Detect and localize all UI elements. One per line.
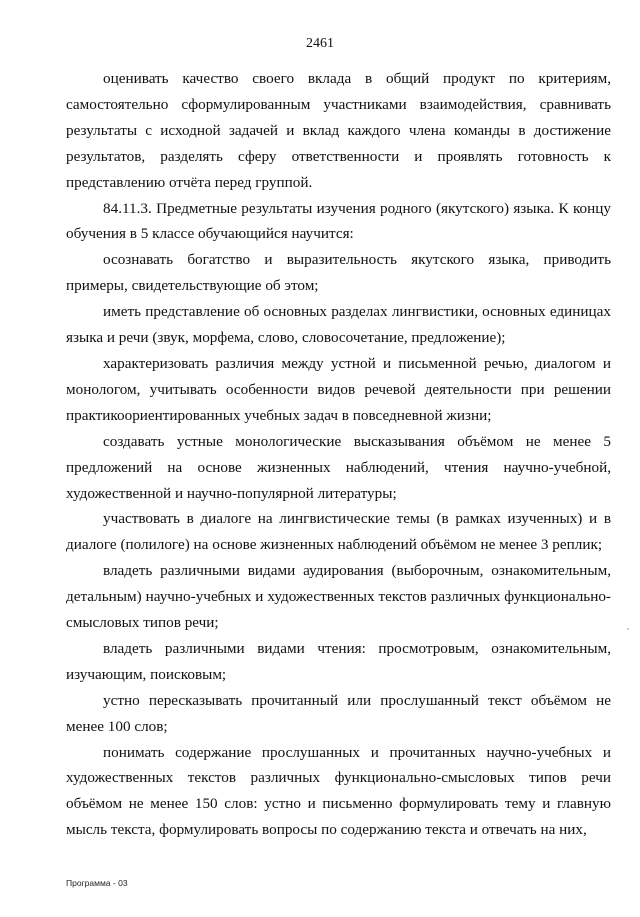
paragraph-continuation: оценивать качество своего вклада в общий продукт по критериям, самостоятельно сформулированным участниками взаимодействия, сравнивать результаты с исходной задачей и вклад каждого члена команды в достижение результатов, разделять сферу ответственности и проявлять готовность к представлению отчёта перед группой. (66, 70, 611, 191)
paragraph-section-heading: 84.11.3. Предметные результаты изучения родного (якутского) языка. К концу обучения в 5 классе обучающийся научится: (66, 199, 611, 243)
footer-label: Программа - 03 (66, 878, 128, 888)
paragraph-list-item: создавать устные монологические высказывания объёмом не менее 5 предложений на основе жизненных наблюдений, чтения научно-учебной, художественной и научно-популярной литературы; (66, 432, 611, 502)
scan-artifact (627, 628, 629, 630)
paragraph-list-item: устно пересказывать прочитанный или прослушанный текст объёмом не менее 100 слов; (66, 691, 611, 735)
paragraph-list-item: характеризовать различия между устной и письменной речью, диалогом и монологом, учитывать особенности видов речевой деятельности при решении практикоориентированных учебных задач в повседневной жизни; (66, 354, 611, 424)
body-text (66, 66, 611, 843)
paragraph-list-item: владеть различными видами чтения: просмотровым, ознакомительным, изучающим, поисковым; (66, 639, 611, 683)
paragraph-list-item: понимать содержание прослушанных и прочитанных научно-учебных и художественных текстов различных функционально-смысловых типов речи объёмом не менее 150 слов: устно и письменно формулировать тему и главную мысль текста, формулировать вопросы по содержанию текста и отвечать на них, (66, 743, 611, 839)
paragraph-list-item: иметь представление об основных разделах лингвистики, основных единицах языка и речи (звук, морфема, слово, словосочетание, предложение); (66, 303, 611, 347)
paragraph-list-item: осознавать богатство и выразительность якутского языка, приводить примеры, свидетельствующие об этом; (66, 251, 611, 295)
page-number: 2461 (306, 36, 334, 51)
paragraph-list-item: участвовать в диалоге на лингвистические темы (в рамках изученных) и в диалоге (полилоге) на основе жизненных наблюдений объёмом не менее 3 реплик; (66, 510, 611, 554)
paragraph-list-item: владеть различными видами аудирования (выборочным, ознакомительным, детальным) научно-учебных и художественных текстов различных функционально-смысловых типов речи; (66, 562, 611, 632)
